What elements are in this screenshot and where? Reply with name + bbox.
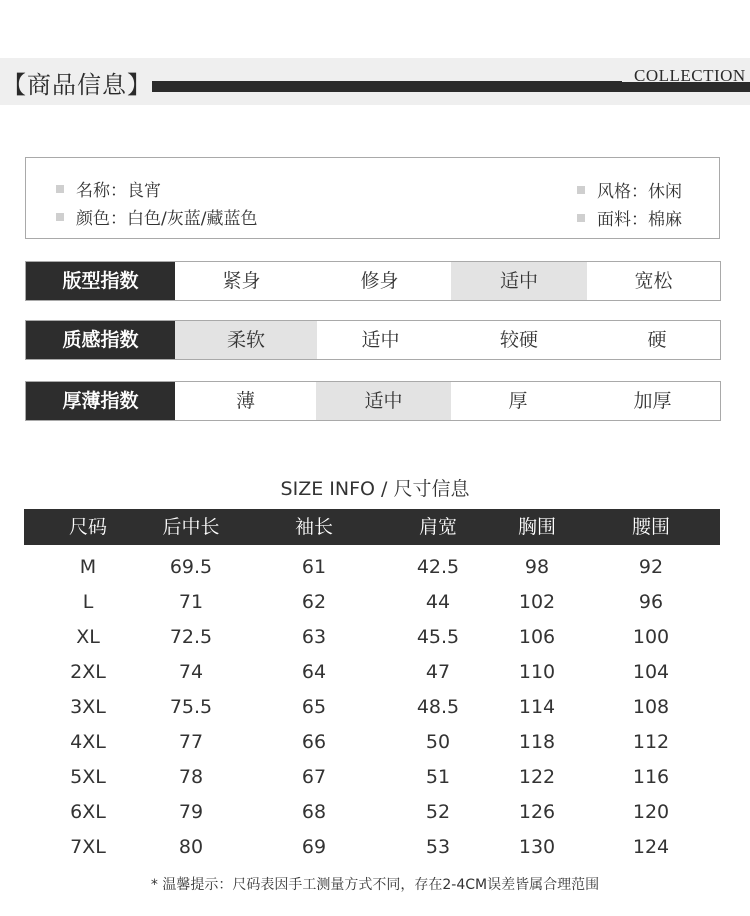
table-cell: 120 [632,801,670,823]
info-fabric: 面料：棉麻 [577,205,682,230]
table-cell: 42.5 [416,556,460,578]
fit-index-row [25,261,721,301]
table-cell: 78 [178,766,204,788]
info-style: 风格：休闲 [577,177,682,202]
table-cell: 108 [632,696,670,718]
table-cell: 53 [425,836,451,858]
collection-label: COLLECTION [634,66,746,85]
table-cell: 116 [632,766,670,788]
table-cell: 92 [638,556,664,578]
table-cell: 50 [425,731,451,753]
index-option: 宽松 [634,270,673,292]
bullet-square-icon [56,213,64,221]
section-title: 【商品信息】 [2,71,152,99]
bullet-square-icon [577,186,585,194]
header-cell: 胸围 [517,516,556,538]
measurement-note: * 温馨提示：尺码表因手工测量方式不同，存在2-4CM误差皆属合理范围 [150,877,600,893]
table-cell: 102 [518,591,556,613]
index-option: 紧身 [222,270,261,292]
table-cell: 112 [632,731,670,753]
table-cell: 130 [518,836,556,858]
table-cell: 44 [425,591,451,613]
thickness-index-row [25,381,721,421]
index-option: 厚 [508,390,528,412]
header-cell: 尺码 [68,516,107,538]
table-cell: 69 [301,836,327,858]
table-cell: 7XL [70,836,106,858]
table-cell: 124 [632,836,670,858]
table-cell: L [82,591,94,613]
table-cell: 75.5 [169,696,213,718]
table-cell: 98 [524,556,550,578]
info-name: 名称：良宵 [56,176,161,201]
index-option: 加厚 [633,390,672,412]
texture-index-row [25,320,721,360]
table-cell: 122 [518,766,556,788]
index-option: 薄 [235,390,255,412]
table-cell: 96 [638,591,664,613]
table-cell: 48.5 [416,696,460,718]
table-cell: 61 [301,556,327,578]
table-cell: 71 [178,591,204,613]
table-cell: 2XL [70,661,106,683]
table-cell: 80 [178,836,204,858]
header-cell: 后中长 [162,516,220,538]
index-option: 适中 [361,329,400,351]
table-cell: 66 [301,731,327,753]
table-cell: 51 [425,766,451,788]
table-cell: 45.5 [416,626,460,648]
bullet-square-icon [577,214,585,222]
header-cell: 肩宽 [418,516,457,538]
header-cell: 袖长 [294,516,333,538]
index-label: 质感指数 [26,321,175,359]
index-option: 较硬 [499,329,538,351]
index-option: 修身 [360,270,399,292]
table-cell: 65 [301,696,327,718]
index-option-selected: 适中 [451,262,587,300]
table-cell: 74 [178,661,204,683]
table-cell: 114 [518,696,556,718]
size-table-header [24,509,720,545]
table-cell: 6XL [70,801,106,823]
table-cell: 63 [301,626,327,648]
table-cell: 5XL [70,766,106,788]
table-cell: 52 [425,801,451,823]
index-label: 厚薄指数 [26,382,175,420]
table-cell: 118 [518,731,556,753]
table-cell: 69.5 [169,556,213,578]
table-cell: 126 [518,801,556,823]
table-cell: M [79,556,97,578]
table-cell: 62 [301,591,327,613]
table-cell: XL [76,626,100,648]
table-cell: 106 [518,626,556,648]
index-option-selected: 柔软 [175,321,317,359]
bullet-square-icon [56,185,64,193]
table-cell: 67 [301,766,327,788]
table-cell: 77 [178,731,204,753]
index-label: 版型指数 [26,262,175,300]
product-info-box [25,157,720,239]
table-cell: 68 [301,801,327,823]
table-cell: 4XL [70,731,106,753]
table-cell: 72.5 [169,626,213,648]
table-cell: 47 [425,661,451,683]
table-cell: 64 [301,661,327,683]
section-header [0,58,750,105]
header-cell: 腰围 [631,516,670,538]
size-info-title: SIZE INFO / 尺寸信息 [280,478,470,500]
index-option: 硬 [647,329,667,351]
table-cell: 104 [632,661,670,683]
table-cell: 3XL [70,696,106,718]
index-option-selected: 适中 [316,382,451,420]
info-color: 颜色：白色/灰蓝/藏蓝色 [56,204,257,229]
table-cell: 79 [178,801,204,823]
table-cell: 110 [518,661,556,683]
table-cell: 100 [632,626,670,648]
